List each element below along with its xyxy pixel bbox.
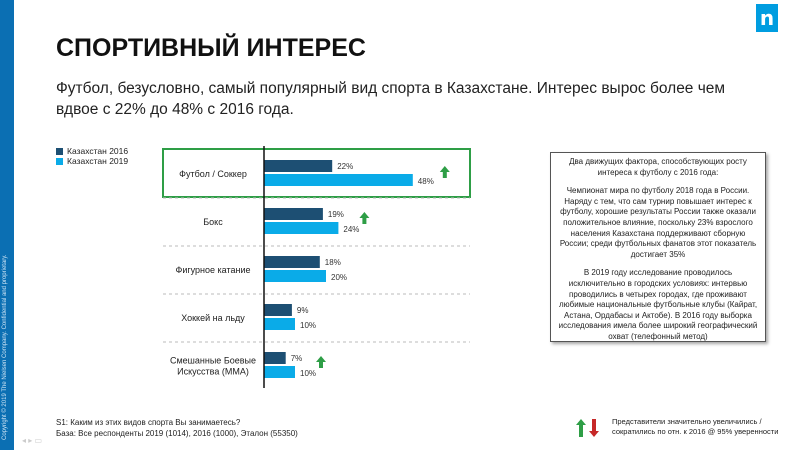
data-label-2016: 7% — [290, 354, 303, 363]
data-label-2019: 48% — [417, 177, 434, 186]
significance-legend-text: Представители значительно увеличились / сократились по отн. к 2016 @ 95% уверенности — [612, 417, 779, 436]
copyright-text: Copyright © 2019 The Nielsen Company. Confidential and proprietary. — [2, 254, 8, 440]
footnote — [56, 417, 298, 439]
data-label-2016: 9% — [296, 306, 309, 315]
slide-title: СПОРТИВНЫЙ ИНТЕРЕС — [56, 34, 366, 62]
bar-2016 — [264, 304, 292, 316]
bar-2019 — [264, 270, 326, 282]
footnote-base: База: Все респонденты 2019 (1014), 2016 (1000), Эталон (55350) — [56, 429, 298, 438]
up-arrow-icon — [359, 212, 369, 224]
category-label: Фигурное катание — [175, 265, 251, 275]
legend-label-2019: Казахстан 2019 — [67, 156, 129, 166]
category-label: Футбол / Соккер — [179, 169, 247, 179]
data-label-2016: 18% — [324, 258, 341, 267]
category-label: Бокс — [203, 217, 223, 227]
bar-2019 — [264, 366, 295, 378]
category-label: Хоккей на льду — [181, 313, 245, 323]
bar-2019 — [264, 318, 295, 330]
corner-marks: ◂ ▸ ▭ — [22, 436, 43, 445]
up-arrow-icon — [440, 166, 450, 178]
note-paragraph: В 2019 году исследование проводилось исключительно в городских условиях: интервью проводились в четырех городах, где проживают любимые национальные футбольные клубы (Кайрат, Астана, Ордабасы и Актобе). В 2016 году выборка исследования имела более широкий географический охват (телефонный метод) — [558, 268, 758, 341]
bar-2016 — [264, 256, 320, 268]
legend-label-2016: Казахстан 2016 — [67, 146, 129, 156]
note-paragraph: Два движущих фактора, способствующих росту интереса к футболу с 2016 года: — [569, 157, 747, 177]
note-paragraph: Чемпионат мира по футболу 2018 года в России. Наряду с тем, что сам турнир повышает интерес к футболу, хорошие результаты России также оказали положительное влияние, поскольку 23% взрослого населения Казахстана поддерживают сборную России; среди футбольных фанатов этот показатель достигает 35% — [559, 186, 757, 259]
nielsen-logo: n — [756, 4, 778, 32]
drivers-note-box — [550, 152, 766, 342]
significance-arrows-icon — [575, 418, 601, 438]
data-label-2016: 22% — [337, 162, 354, 171]
bar-2016 — [264, 352, 286, 364]
category-label: Смешанные Боевые — [169, 355, 257, 366]
slide-subtitle: Футбол, безусловно, самый популярный вид спорта в Казахстане. Интерес вырос более чем вдвое с 22% до 48% с 2016 года. — [56, 80, 726, 118]
data-label-2019: 20% — [331, 273, 348, 282]
bar-2016 — [264, 208, 323, 220]
data-label-2019: 24% — [343, 225, 360, 234]
bar-2019 — [264, 174, 413, 186]
up-arrow-icon — [316, 356, 326, 368]
bar-2016 — [264, 160, 332, 172]
bar-2019 — [264, 222, 338, 234]
data-label-2019: 10% — [300, 321, 317, 330]
data-label-2016: 19% — [327, 210, 344, 219]
category-label: Искусства (ММА) — [177, 366, 249, 377]
data-label-2019: 10% — [300, 369, 317, 378]
footnote-question: S1: Каким из этих видов спорта Вы занимаетесь? — [56, 418, 241, 427]
